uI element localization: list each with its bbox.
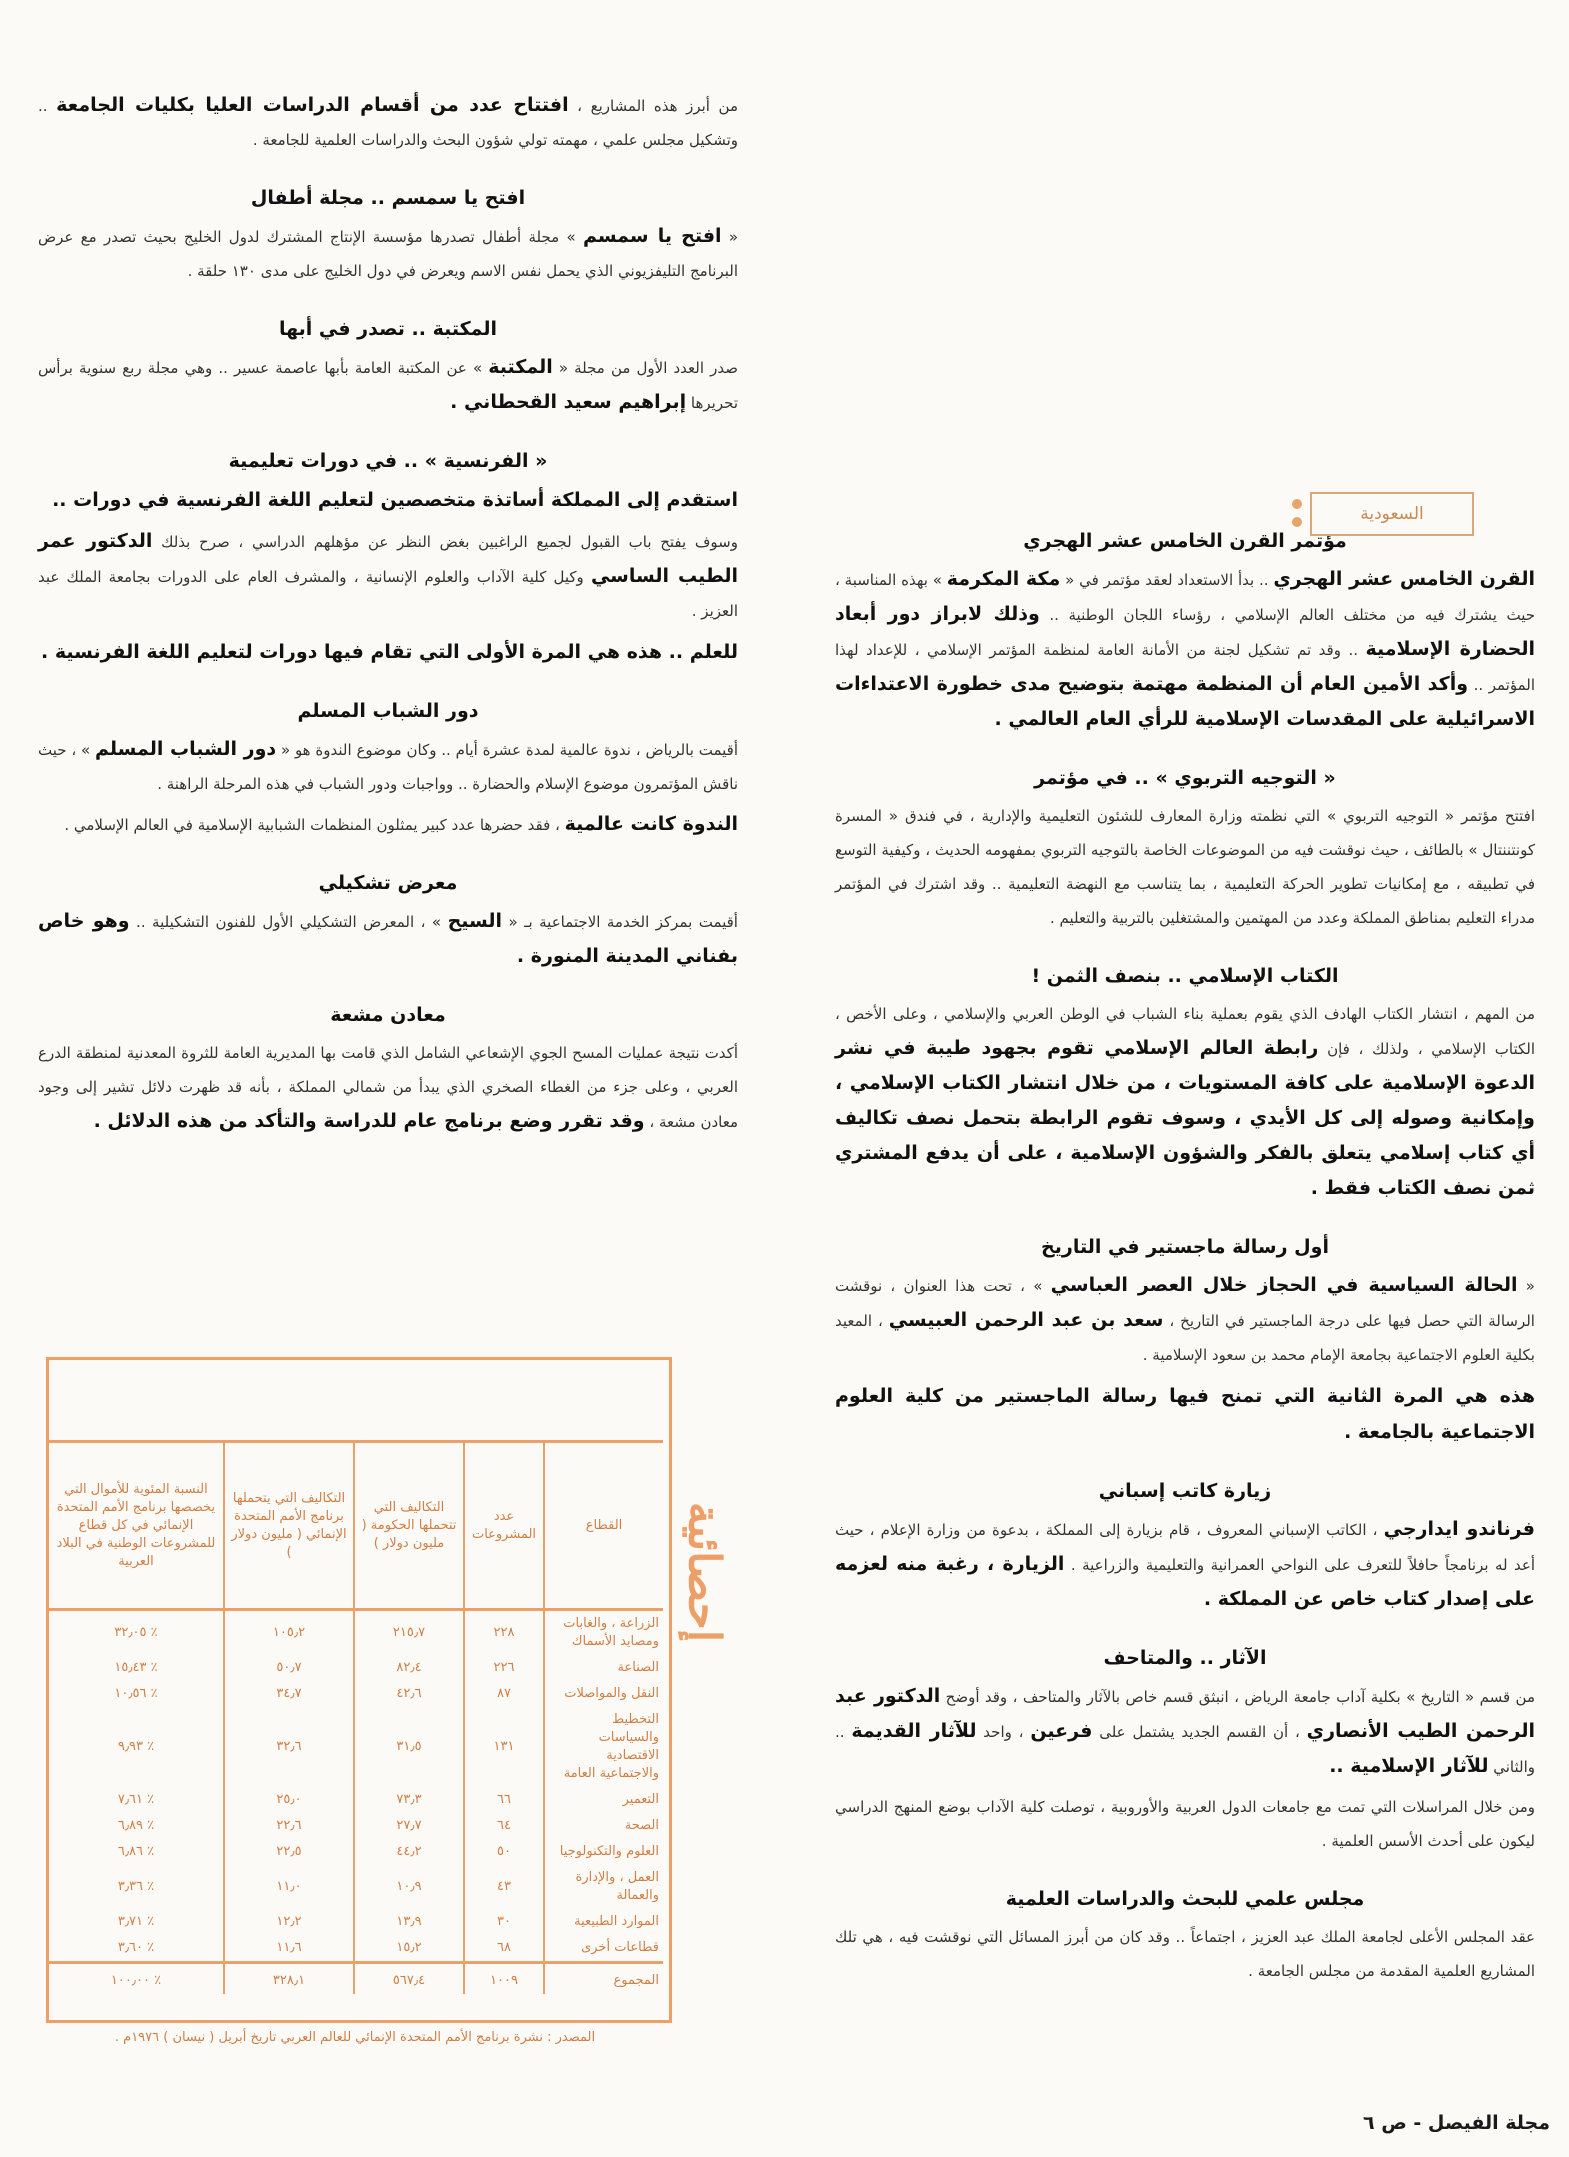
text: من المهم ، انتشار الكتاب الهادف الذي يقوم بعملية بناء الشباب في الوطن العربي والإسلامي ، وعلى الأخص ، الكتاب الإسلامي ، ولذلك ، فإن (835, 1005, 1535, 1058)
stats-cell-count: ٣٠ (464, 1909, 544, 1935)
stats-row (49, 1909, 663, 1935)
text: من أبرز هذه المشاريع ، (568, 97, 738, 115)
bold-text: دور الشباب المسلم (94, 738, 277, 760)
text: » بهذه المناسبة ، حيث يشترك فيه من مختلف العالم الإسلامي ، رؤساء اللجان الوطنية .. (835, 571, 1535, 624)
stats-cell-count: ٥٠ (464, 1839, 544, 1865)
text: .. وقد تم تشكيل لجنة من الأمانة العامة لمنظمة المؤتمر الإسلامي ، للإعداد لهذا المؤتمر .. (835, 641, 1535, 694)
bold-text: الندوة كانت عالمية (564, 813, 738, 835)
article-title: دور الشباب المسلم (297, 700, 479, 722)
stats-source: المصدر : نشرة برنامج الأمم المتحدة الإنمائي للعالم العربي تاريخ أبريل ( نيسان ) ١٩٧٦م . (114, 2030, 596, 2045)
stats-cell-sector: الصحة (544, 1813, 663, 1839)
bold-text: رابطة العالم الإسلامي تقوم بجهود طيبة في نشر الدعوة الإسلامية على كافة المستويات ، من خلال انتشار الكتاب الإسلامي ، وإمكانية وصوله إلى كل الأيدي ، وسوف تقوم الرابطة بتحمل نصف تكاليف أي كتاب إسلامي يتعلق بالفكر والشؤون الإسلامية ، على أن يدفع المشتري ثمن نصف الكتاب فقط . (835, 1037, 1535, 1199)
article (835, 1480, 1535, 1617)
bold-text: مكة المكرمة (946, 568, 1061, 590)
stats-cell-count: ٢٢٦ (464, 1655, 544, 1681)
article-paragraph (835, 1268, 1535, 1372)
article-title: « الفرنسية » .. في دورات تعليمية (228, 450, 548, 472)
stats-cell-sector: التعمير (544, 1787, 663, 1813)
article-paragraph (38, 807, 738, 842)
article-paragraph (38, 219, 738, 288)
article (835, 530, 1535, 737)
text: .. وتشكيل مجلس علمي ، مهمته تولي شؤون البحث والدراسات العلمية للجامعة . (38, 97, 738, 149)
stats-header-row (49, 1442, 663, 1610)
article (835, 1647, 1535, 1858)
stats-cell-sector: قطاعات أخرى (544, 1935, 663, 1963)
text: ومن خلال المراسلات التي تمت مع جامعات الدول العربية والأوروبية ، توصلت كلية الآداب بوضع المنهج الدراسي ليكون على أحدث الأسس العلمية . (835, 1798, 1535, 1850)
stats-header-share: النسبة المئوية للأموال التي يخصصها برنامج الأمم المتحدة الإنمائي في كل قطاع للمشروعات الوطنية في البلاد العربية (49, 1442, 224, 1610)
stats-cell-undp: ٢٢٫٥ (224, 1839, 354, 1865)
stats-row (49, 1813, 663, 1839)
text: من قسم « التاريخ » بكلية آداب جامعة الرياض ، انبثق قسم خاص بالآثار والمتاحف ، وقد أوضح (940, 1688, 1535, 1706)
text: عقد المجلس الأعلى لجامعة الملك عبد العزيز ، اجتماعاً .. وقد كان من أبرز المسائل التي نوقشت فيه ، هي تلك المشاريع العلمية المقدمة من مجلس الجامعة . (835, 1928, 1535, 1980)
stats-cell-gov: ٤٤٫٢ (354, 1839, 464, 1865)
stats-cell-gov: ٤٢٫٦ (354, 1681, 464, 1707)
stats-cell-gov: ٧٣٫٣ (354, 1787, 464, 1813)
text: ، الكاتب الإسباني المعروف ، قام بزيارة إلى المملكة ، بدعوة من وزارة الإعلام ، حيث أعد له برنامجاً حافلاً للتعرف على النواحي العمرانية والتعليمية والزراعية . (835, 1521, 1535, 1574)
text: » ، المعرض التشكيلي الأول للفنون التشكيلية .. (129, 913, 448, 931)
stats-cell-share: ٪ ٣٫٧١ (117, 1914, 155, 1929)
page-footer: مجلة الفيصل - ص ٦ (1362, 2112, 1550, 2134)
stats-row (49, 1865, 663, 1909)
article-paragraph (38, 732, 738, 801)
article-highlight: هذه هي المرة الثانية التي تمنح فيها رسالة الماجستير من كلية العلوم الاجتماعية بالجامعة . (835, 1385, 1535, 1443)
article-paragraph (38, 1036, 738, 1139)
stats-header-gov-cost: التكاليف التي تتحملها الحكومة ( مليون دولار ) (354, 1442, 464, 1610)
article (835, 965, 1535, 1206)
bold-text: الحالة السياسية في الحجاز خلال العصر العباسي (1050, 1274, 1518, 1296)
text: « (721, 228, 738, 246)
bold-text: وأكد الأمين العام أن المنظمة مهتمة بتوضيح مدى خطورة الاعتداءات الاسرائيلية على المقدسات الإسلامية للرأي العام العالمي . (835, 673, 1535, 730)
stats-cell-gov: ١٠٫٩ (354, 1865, 464, 1909)
stats-cell-undp: ١١٫٠ (224, 1865, 354, 1909)
stats-total-count: ١٠٠٩ (464, 1963, 544, 1995)
stats-cell-sector: التخطيط والسياسات الاقتصادية والاجتماعية العامة (544, 1707, 663, 1787)
stats-cell-share: ٪ ١٠٫٥٦ (114, 1686, 158, 1701)
stats-header-count: عدد المشروعات (464, 1442, 544, 1610)
text: أقيمت بمركز الخدمة الاجتماعية بـ « (502, 913, 738, 931)
stats-cell-undp: ١١٫٦ (224, 1935, 354, 1963)
article (835, 1888, 1535, 1988)
text: أقيمت بالرياض ، ندوة عالمية لمدة عشرة أيام .. وكان موضوع الندوة هو « (276, 741, 738, 759)
article-title: معادن مشعة (330, 1004, 446, 1026)
article (38, 88, 738, 157)
bold-text: القرن الخامس عشر الهجري (1273, 568, 1536, 590)
text: ، واحد (976, 1723, 1031, 1741)
article-paragraph (835, 1679, 1535, 1784)
stats-cell-sector: النقل والمواصلات (544, 1681, 663, 1707)
stats-cell-gov: ١٥٫٢ (354, 1935, 464, 1963)
stats-header-undp-cost: التكاليف التي يتحملها برنامج الأمم المتحدة الإنمائي ( مليون دولار ) (224, 1442, 354, 1610)
stats-cell-share: ٪ ٣٫٦٠ (117, 1940, 155, 1955)
stats-header-sector: القطاع (544, 1442, 663, 1610)
stats-cell-undp: ٥٠٫٧ (224, 1655, 354, 1681)
article-paragraph (835, 1512, 1535, 1617)
bold-text: فرعين (1030, 1720, 1093, 1742)
text: افتتح مؤتمر « التوجيه التربوي » التي نظمته وزارة المعارف للشئون التعليمية والإدارية ، في فندق « المسرة كونتننتال » بالطائف ، حيث نوقشت فيه من الموضوعات الخاصة بالتوجيه التربوي بمفهومه الحديث ، وكيفية التوسع في تطبيقه ، مع إمكانيات تطوير الحركة التعليمية ، بما يتناسب مع النهضة التعليمية .. وقد اشترك في المؤتمر مدراء التعليم بمناطق المملكة وعدد من المهتمين والمشتغلين بالتربية والتعليم . (835, 807, 1535, 927)
stats-cell-share: ٪ ٩٫٩٣ (117, 1739, 155, 1754)
stats-row (49, 1935, 663, 1963)
text: وسوف يفتح باب القبول لجميع الراغبين بغض النظر عن مؤهلهم الدراسي ، صرح بذلك (152, 533, 738, 551)
bold-text: المكتبة (488, 356, 553, 378)
text: « (1517, 1277, 1535, 1295)
stats-total-row (49, 1963, 663, 1995)
stats-total-undp: ٣٢٨٫١ (224, 1963, 354, 1995)
article-title: المكتبة .. تصدر في أبها (278, 318, 498, 340)
stats-cell-count: ٦٤ (464, 1813, 544, 1839)
stats-row (49, 1655, 663, 1681)
country-tag (1310, 492, 1474, 536)
text: .. بدأ الاستعداد لعقد مؤتمر في « (1060, 571, 1274, 589)
text: .. والثاني (835, 1723, 1535, 1776)
stats-cell-count: ١٣١ (464, 1707, 544, 1787)
bold-text: افتتاح عدد من أقسام الدراسات العليا بكليات الجامعة (56, 94, 569, 116)
bold-text: وذلك لابراز دور أبعاد الحضارة الإسلامية (835, 603, 1535, 660)
stats-cell-count: ٨٧ (464, 1681, 544, 1707)
stats-cell-gov: ٢٧٫٧ (354, 1813, 464, 1839)
bold-text: الدكتور عمر الطيب الساسي (38, 530, 738, 587)
stats-cell-share: ٪ ٦٫٨٩ (117, 1818, 155, 1833)
stats-cell-gov: ٣١٫٥ (354, 1707, 464, 1787)
text: » ، تحت هذا العنوان ، نوقشت الرسالة التي حصل فيها على درجة الماجستير في التاريخ ، (835, 1277, 1535, 1330)
stats-cell-sector: الموارد الطبيعية (544, 1909, 663, 1935)
article-title: الكتاب الإسلامي .. بنصف الثمن ! (1031, 965, 1339, 987)
right-column (835, 530, 1535, 2018)
article-paragraph (38, 350, 738, 420)
bold-text: الزيارة ، رغبة منه لعزمه على إصدار كتاب خاص عن المملكة . (835, 1553, 1535, 1610)
text: » مجلة أطفال تصدرها مؤسسة الإنتاج المشترك لدول الخليج بحيث تصدر مع عرض البرنامج التليفزيوني الذي يحمل نفس الاسم ويعرض في دول الخليج على مدى ١٣٠ حلقة . (38, 228, 738, 280)
stats-cell-count: ٦٦ (464, 1787, 544, 1813)
stats-cell-sector: العلوم والتكنولوجيا (544, 1839, 663, 1865)
article-title: أول رسالة ماجستير في التاريخ (1041, 1236, 1329, 1258)
country-tag-label: السعودية (1360, 504, 1424, 524)
stats-cell-undp: ٣٤٫٧ (224, 1681, 354, 1707)
stats-cell-sector: الصناعة (544, 1655, 663, 1681)
article (38, 318, 738, 420)
stats-row (49, 1787, 663, 1813)
bold-text: وقد تقرر وضع برنامج عام للدراسة والتأكد من هذه الدلائل . (93, 1110, 645, 1132)
article-title: افتح يا سمسم .. مجلة أطفال (250, 187, 526, 209)
article (835, 767, 1535, 935)
text: أكدت نتيجة عمليات المسح الجوي الإشعاعي الشامل الذي قامت بها المديرية العامة للثروة المعدنية لمنطقة الدرع العربي ، وعلى جزء من الغطاء الصخري الذي يبدأ من شمالي المملكة ، بأنه قد ظهرت دلائل تشير إلى وجود معادن مشعة ، (38, 1044, 738, 1131)
text: ، فقد حضرها عدد كبير يمثلون المنظمات الشبابية الإسلامية في العالم الإسلامي . (64, 816, 565, 834)
stats-cell-undp: ٣٢٫٦ (224, 1707, 354, 1787)
text: ، المعيد بكلية العلوم الاجتماعية بجامعة الإمام محمد بن سعود الإسلامية . (835, 1312, 1535, 1364)
left-column (38, 88, 738, 1169)
stats-cell-count: ٢٢٨ (464, 1610, 544, 1656)
text: وكيل كلية الآداب والعلوم الإنسانية ، والمشرف العام على الدورات بجامعة الملك عبد العزيز . (38, 568, 738, 620)
statistics-table (49, 1440, 663, 1994)
article-title: مجلس علمي للبحث والدراسات العلمية (1005, 1888, 1365, 1910)
stats-total-share: ٪ ١٠٠٫٠٠ (49, 1963, 224, 1995)
stats-cell-undp: ١٢٫٢ (224, 1909, 354, 1935)
article (38, 187, 738, 288)
bold-text: الدكتور عبد الرحمن الطيب الأنصاري (835, 1685, 1536, 1742)
stats-cell-share: ٪ ٣٢٫٠٥ (114, 1625, 158, 1640)
bold-text: وهو خاص بفناني المدينة المنورة . (38, 910, 738, 967)
stats-cell-count: ٤٣ (464, 1865, 544, 1909)
text: » ، حيث ناقش المؤتمرون موضوع الإسلام والحضارة .. وواجبات ودور الشباب في هذه المرحلة الراهنة . (38, 741, 738, 793)
bold-text: للآثار القديمة (851, 1720, 977, 1742)
article (38, 872, 738, 974)
article-paragraph (835, 997, 1535, 1206)
stats-row (49, 1681, 663, 1707)
article (38, 450, 738, 670)
stats-cell-gov: ٨٢٫٤ (354, 1655, 464, 1681)
stats-body (49, 1610, 663, 1995)
stats-cell-count: ٦٨ (464, 1935, 544, 1963)
stats-total-gov: ٥٦٧٫٤ (354, 1963, 464, 1995)
article-title: « التوجيه التربوي » .. في مؤتمر (1034, 767, 1336, 789)
article-highlight: استقدم إلى المملكة أساتذة متخصصين لتعليم اللغة الفرنسية في دورات .. (52, 489, 738, 511)
stats-cell-share: ٪ ٣٫٣٦ (117, 1879, 155, 1894)
stats-cell-sector: العمل ، والإدارة والعمالة (544, 1865, 663, 1909)
bold-text: فرناندو ايدارجي (1383, 1518, 1536, 1540)
bold-text: للآثار الإسلامية .. (1329, 1755, 1489, 1777)
stats-row (49, 1610, 663, 1656)
bold-text: افتح يا سمسم (582, 225, 722, 247)
stats-total-sector: المجموع (544, 1963, 663, 1995)
stats-cell-share: ٪ ١٥٫٤٣ (114, 1660, 158, 1675)
statistics-box (46, 1357, 672, 2023)
article (38, 1004, 738, 1139)
stats-cell-gov: ٢١٥٫٧ (354, 1610, 464, 1656)
stats-cell-share: ٪ ٦٫٨٦ (117, 1844, 155, 1859)
stats-cell-undp: ٢٥٫٠ (224, 1787, 354, 1813)
article-paragraph (835, 799, 1535, 935)
stats-sidebar-label: إحصائية (678, 1501, 730, 1643)
stats-row (49, 1707, 663, 1787)
article-title: مؤتمر القرن الخامس عشر الهجري (1023, 530, 1347, 552)
country-tag-dots (1288, 494, 1302, 534)
article-paragraph (835, 1790, 1535, 1858)
text: » عن المكتبة العامة بأبها عاصمة عسير .. وهي مجلة ربع سنوية برأس تحريرها (38, 359, 738, 412)
article (835, 1236, 1535, 1450)
article-paragraph (835, 562, 1535, 737)
text: صدر العدد الأول من مجلة « (552, 359, 738, 377)
stats-cell-undp: ١٠٥٫٢ (224, 1610, 354, 1656)
article-paragraph (38, 904, 738, 974)
stats-cell-undp: ٢٢٫٦ (224, 1813, 354, 1839)
article-highlight: للعلم .. هذه هي المرة الأولى التي تقام فيها دورات لتعليم اللغة الفرنسية . (41, 641, 738, 663)
article-title: معرض تشكيلي (318, 872, 458, 894)
article-title: الآثار .. والمتاحف (1103, 1647, 1267, 1669)
article-paragraph (835, 1920, 1535, 1988)
article-title: زيارة كاتب إسباني (1098, 1480, 1272, 1502)
bold-text: السيح (447, 910, 502, 932)
article-paragraph (38, 524, 738, 628)
bold-text: سعد بن عبد الرحمن العبيسي (888, 1309, 1164, 1331)
text: ، أن القسم الجديد يشتمل على (1092, 1723, 1307, 1741)
stats-sidebar (678, 1357, 730, 1787)
stats-cell-sector: الزراعة ، والغابات ومصايد الأسماك (544, 1610, 663, 1656)
stats-cell-gov: ١٣٫٩ (354, 1909, 464, 1935)
stats-row (49, 1839, 663, 1865)
article-paragraph (38, 88, 738, 157)
stats-cell-share: ٪ ٧٫٦١ (117, 1792, 155, 1807)
bold-text: إبراهيم سعيد القحطاني . (450, 391, 687, 413)
article (38, 700, 738, 842)
